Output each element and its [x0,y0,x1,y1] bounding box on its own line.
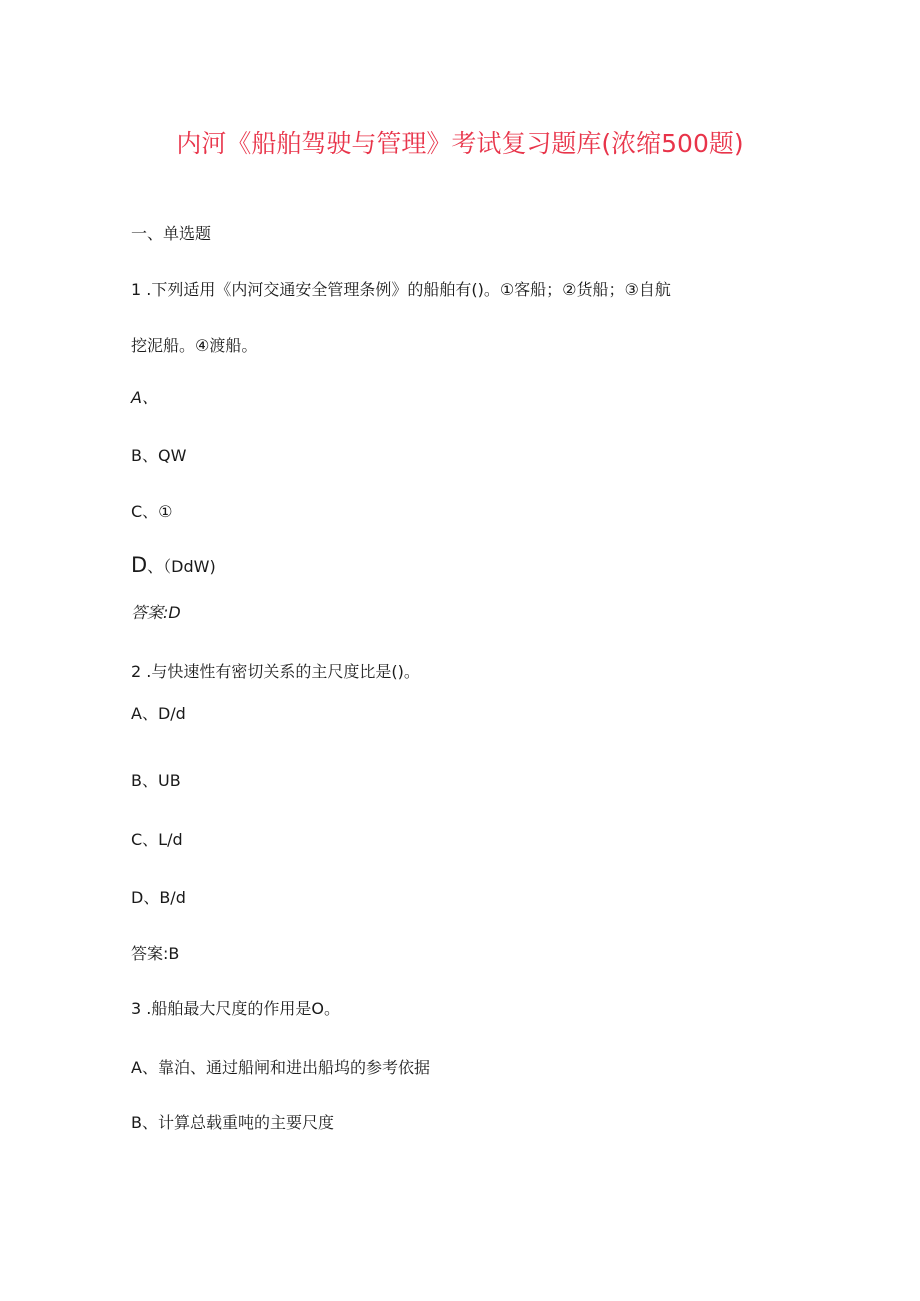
question-2-option-b: B、UB [131,771,181,790]
question-1-stem-line1: 1 .下列适用《内河交通安全管理条例》的船舶有()。①客船；②货船；③自航 [131,280,671,299]
question-2-stem: 2 .与快速性有密切关系的主尺度比是()。 [131,662,420,681]
question-1-option-b: B、QW [131,446,187,465]
question-3-option-b: B、计算总载重吨的主要尺度 [131,1113,334,1132]
question-1-answer: 答案:D [131,603,181,622]
question-3-option-a: A、靠泊、通过船闸和进出船坞的参考依据 [131,1058,430,1077]
question-2-option-a: A、D/d [131,704,186,723]
question-2-answer: 答案:B [131,944,180,963]
question-3-stem: 3 .船舶最大尺度的作用是O。 [131,999,340,1018]
question-1-option-d-text: 、（DdW) [147,557,216,576]
question-1-option-d [131,555,216,577]
question-1-option-c: C、① [131,502,173,521]
section-heading: 一、单选题 [131,224,212,243]
question-2-option-d: D、B/d [131,888,186,907]
question-1-stem-line2: 挖泥船。④渡船。 [131,336,258,355]
question-1-option-a: A、 [131,388,158,407]
question-2-option-c: C、L/d [131,830,183,849]
question-1-option-d-letter: D [131,553,148,577]
document-title: 内河《船舶驾驶与管理》考试复习题库(浓缩500题) [176,129,744,158]
